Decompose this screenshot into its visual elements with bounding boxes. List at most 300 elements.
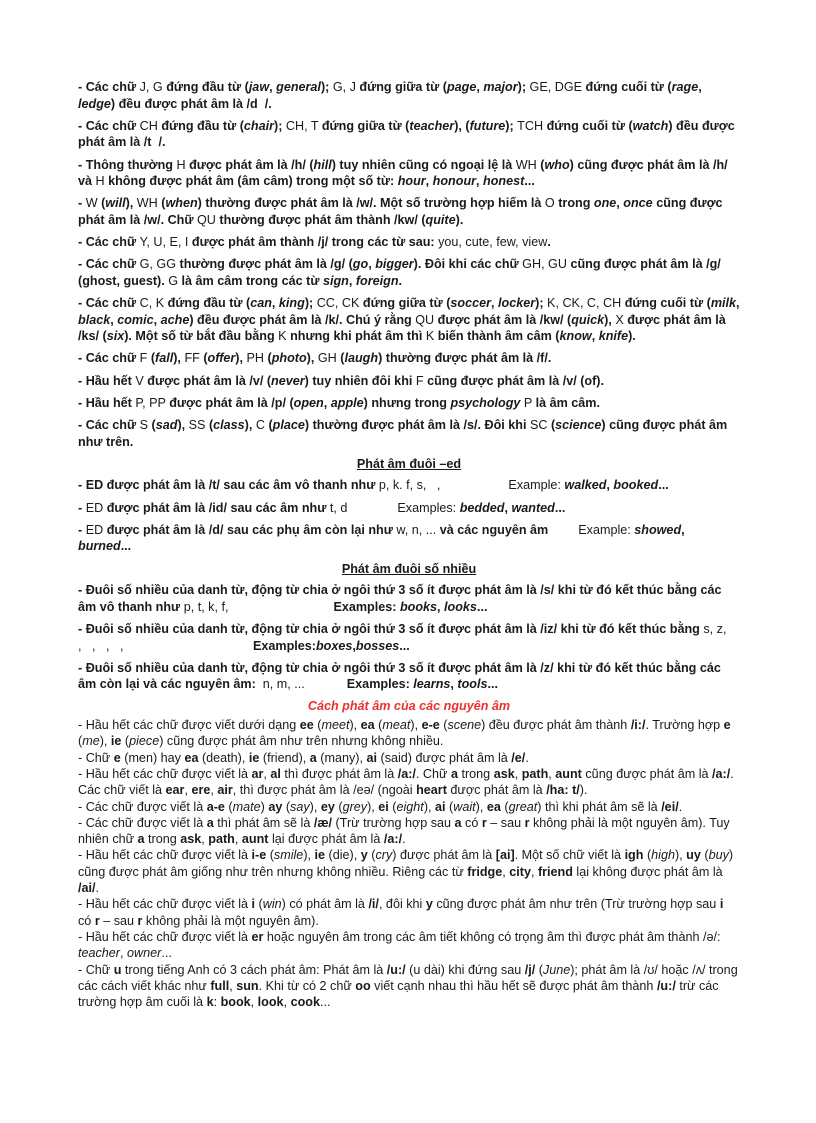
text-run: /æ/	[313, 815, 333, 830]
text-run: WH	[515, 157, 541, 172]
text-run: (u dài) khi đứng sau	[405, 962, 525, 977]
text-run: K	[425, 329, 438, 344]
consonant-rule	[78, 350, 740, 367]
text-run: ) cũng được phát âm như trên nhưng không nhiều.	[159, 734, 444, 749]
text-run: er	[251, 929, 264, 944]
text-run: cũng được phát âm là /v/ (of).	[427, 373, 605, 388]
text-run: path	[521, 766, 549, 781]
text-run: GH	[317, 351, 341, 366]
text-run: -	[78, 500, 86, 515]
text-run: QU	[196, 212, 220, 227]
text-run: C	[255, 418, 269, 433]
text-run: ,	[110, 312, 118, 327]
text-run: (	[267, 351, 272, 366]
text-run: ,	[250, 995, 258, 1010]
text-run: trong	[144, 832, 181, 847]
document-page	[78, 79, 744, 1010]
text-run: - Hầu hết các chữ được viết là	[78, 897, 252, 912]
text-run: laugh	[344, 351, 379, 366]
text-run: );	[535, 296, 548, 311]
text-run: look	[257, 995, 284, 1010]
text-run: – sau	[99, 913, 138, 928]
text-run: major	[483, 80, 518, 94]
text-run: ) cũng được phát âm là /h/ và	[78, 157, 732, 189]
text-run: ).	[455, 212, 464, 227]
text-run: ). Đôi khi các chữ	[413, 257, 523, 272]
text-run: Examples:	[397, 500, 460, 515]
text-run: ),	[303, 848, 315, 863]
text-run: ...	[476, 599, 488, 614]
text-run: boxes	[315, 638, 353, 653]
text-run: WH	[136, 196, 162, 211]
text-run: ED	[85, 522, 107, 537]
plural-section-title	[78, 561, 740, 578]
text-run: C, K	[139, 296, 168, 311]
text-run: general	[276, 80, 321, 94]
text-run: go	[352, 257, 369, 272]
vowel-rule	[78, 766, 740, 799]
text-run: được phát âm là /ks/ (	[78, 312, 730, 344]
text-run: (	[334, 799, 343, 814]
text-run: r	[481, 815, 487, 830]
text-run: a	[206, 815, 214, 830]
text-run: thường được phát âm thành /kw/ (	[219, 212, 426, 227]
text-run: n, m, ...	[262, 677, 305, 692]
text-run: sad	[155, 418, 178, 433]
text-run: ,	[229, 978, 237, 993]
text-run: trong	[457, 766, 494, 781]
text-run: trừ các trường hợp âm cuối là	[78, 978, 723, 1010]
text-run: (	[340, 351, 345, 366]
text-run: ai	[366, 750, 377, 765]
text-run: r	[524, 815, 530, 830]
text-run: );	[517, 80, 530, 94]
text-run: ) đều được phát âm là /t /.	[78, 118, 739, 150]
text-run: ,	[323, 395, 331, 410]
text-run: ),	[367, 799, 379, 814]
text-run: đứng giữa từ (	[321, 118, 410, 133]
text-run: (said) được phát âm là	[377, 750, 512, 765]
plural-rule	[78, 621, 740, 654]
text-run: piece	[129, 734, 160, 749]
text-run: F	[415, 373, 428, 388]
text-run: - Đuôi số nhiều của danh từ, động từ chia ở ngôi thứ 3 số ít được phát âm là /iz/ khi từ đó kết thúc bằng	[78, 621, 704, 636]
text-run: fall	[155, 351, 174, 366]
text-run: science	[555, 418, 602, 433]
text-run: (	[255, 897, 263, 912]
text-run: soccer	[450, 296, 492, 311]
text-run: ) cũng được phát âm như trên.	[78, 418, 731, 449]
text-run: ) thường được phát âm là /s/. Đôi khi	[304, 418, 530, 433]
text-run: i-e	[251, 848, 267, 863]
text-run: ,	[368, 257, 376, 272]
text-run: W	[85, 196, 102, 211]
text-run: - Hầu hết các chữ được viết là	[78, 848, 252, 863]
text-run: ,	[348, 273, 356, 288]
text-run: scene	[447, 718, 482, 733]
text-run: apple	[330, 395, 364, 410]
text-run: :	[213, 995, 221, 1010]
text-run: đứng cuối từ (	[585, 80, 672, 94]
text-run: ar	[251, 766, 264, 781]
consonant-rule	[78, 157, 740, 190]
text-run: - Hầu hết	[78, 373, 136, 388]
text-run: cũng được phát âm là /w/. Chữ	[78, 196, 727, 227]
text-run: Examples:	[333, 599, 400, 614]
text-run: ,	[736, 296, 744, 311]
text-run: (	[388, 799, 397, 814]
text-run: honest	[483, 174, 525, 189]
vowel-rules-section	[78, 717, 740, 1010]
text-run: when	[165, 196, 198, 211]
text-run: tools	[457, 677, 488, 692]
text-run: y	[360, 848, 368, 863]
text-run: .	[95, 881, 100, 896]
text-run: Example:	[508, 478, 565, 493]
text-run: CH, T	[285, 118, 322, 133]
text-run: (	[313, 718, 322, 733]
text-run: teacher	[409, 118, 455, 133]
text-run: ),	[235, 351, 247, 366]
text-run: - Các chữ	[78, 118, 140, 133]
text-run: ),	[99, 734, 111, 749]
text-run: looks	[444, 599, 477, 614]
text-run: ie	[110, 734, 122, 749]
text-run: S	[139, 418, 152, 433]
text-run: chair	[243, 118, 275, 133]
text-run: ,	[476, 174, 484, 189]
text-run: - Các chữ	[78, 257, 140, 272]
ed-rule	[78, 477, 740, 494]
text-run: được phát âm thành /j/ trong các từ sau:	[191, 235, 439, 250]
consonant-rule	[78, 234, 740, 251]
text-run: - Đuôi số nhiều của danh từ, động từ chia ở ngôi thứ 3 số ít được phát âm là /s/ khi từ đó kết thúc bằng các âm vô thanh như	[78, 583, 726, 614]
text-run: bigger	[375, 257, 414, 272]
text-run: ...	[487, 677, 498, 692]
text-run: biến thành âm câm (	[437, 329, 560, 344]
text-run: p, t, k, f,	[183, 599, 229, 614]
text-run: ,	[491, 296, 499, 311]
text-run: never	[271, 373, 305, 388]
text-run: - Các chữ được viết là	[78, 799, 207, 814]
text-run: e	[723, 718, 731, 733]
vowel-rule	[78, 896, 740, 929]
text-run: ). Một số từ bắt đầu bằng	[124, 329, 279, 344]
text-run: G	[168, 273, 182, 288]
text-run: CC, CK	[316, 296, 363, 311]
text-run: ),	[604, 312, 616, 327]
text-run: bosses	[355, 638, 400, 653]
text-run: i	[719, 897, 724, 912]
text-run: wanted	[511, 500, 555, 515]
text-run: cũng được phát âm là /g/ (ghost, guest).	[78, 257, 725, 288]
text-run: six	[106, 329, 125, 344]
plural-section-title-text: Phát âm đuôi số nhiều	[341, 561, 477, 576]
text-run: ,	[271, 296, 279, 311]
text-run: comic	[117, 312, 154, 327]
text-run: (men) hay	[120, 750, 185, 765]
text-run: TCH	[517, 118, 547, 133]
text-run: G, J	[332, 80, 360, 94]
text-run: me	[82, 734, 100, 749]
text-run: open	[293, 395, 324, 410]
text-run: black	[78, 312, 111, 327]
text-run: ) tuy nhiên cũng có ngoại lệ là	[331, 157, 516, 172]
vowel-rule	[78, 847, 740, 896]
text-run: ...	[399, 638, 410, 653]
text-run: ea	[360, 718, 375, 733]
text-run: meat	[382, 718, 411, 733]
text-run: ,	[681, 522, 689, 537]
text-run: (	[445, 799, 454, 814]
text-run: -	[78, 196, 86, 211]
text-run: (friend),	[259, 750, 310, 765]
text-run: Y, U, E, I	[139, 235, 192, 250]
text-run: ,	[352, 638, 356, 653]
text-run: book	[220, 995, 251, 1010]
text-run: learns	[413, 677, 451, 692]
text-run: được phát âm là /id/ sau các âm như	[106, 500, 330, 515]
text-run: ),	[306, 351, 318, 366]
text-run: ,	[504, 500, 512, 515]
text-run: cry	[375, 848, 393, 863]
text-run: được phát âm là	[446, 783, 547, 798]
text-run: có	[461, 815, 482, 830]
text-run: high	[651, 848, 675, 863]
text-run: burned	[78, 539, 121, 554]
text-run: ...	[524, 174, 535, 189]
text-run: ,	[234, 832, 242, 847]
text-run: ea	[486, 799, 501, 814]
text-run: ) nhưng trong	[363, 395, 451, 410]
text-run: P	[523, 395, 536, 410]
text-run: ear	[165, 783, 185, 798]
text-run: e-e	[421, 718, 440, 733]
text-run: path	[208, 832, 235, 847]
text-run: ledge	[78, 96, 111, 111]
text-run: ,	[514, 766, 522, 781]
text-run: );	[320, 80, 333, 94]
text-run: GE, DGE	[529, 80, 586, 94]
text-run: ),	[410, 718, 422, 733]
text-run: y	[425, 897, 433, 912]
text-run: - Các chữ	[78, 418, 140, 433]
text-run: ask	[180, 832, 202, 847]
plural-rule	[78, 582, 740, 615]
text-run: được phát âm là /d/ sau các phụ âm còn lại như	[106, 522, 397, 537]
text-run: /e/	[511, 750, 526, 765]
text-run: (	[535, 962, 543, 977]
text-run: /ai/	[78, 881, 96, 896]
text-run: viết cạnh nhau thì hầu hết sẽ được phát âm thành	[370, 978, 657, 993]
text-run: p, k. f, s, ,	[378, 478, 441, 493]
text-run: ),	[423, 799, 436, 814]
text-run: oo	[355, 978, 371, 993]
text-run: city	[509, 864, 531, 879]
text-run: ) đều được phát âm là /d /.	[110, 96, 272, 111]
text-run: ),	[173, 351, 185, 366]
text-run: say	[290, 799, 310, 814]
text-run: .	[402, 832, 406, 847]
text-run: books	[399, 599, 438, 614]
text-run: thì phát âm sẽ là	[213, 815, 314, 830]
text-run: a-e	[206, 799, 225, 814]
text-run: know	[559, 329, 592, 344]
text-run: /ha: t/	[546, 783, 580, 798]
text-run: (	[101, 196, 106, 211]
text-run: cook	[290, 995, 320, 1010]
text-run: (	[266, 848, 274, 863]
text-run: aunt	[555, 766, 582, 781]
text-run: /j/	[524, 962, 536, 977]
text-run: , thì được phát âm là /eə/ (ngoài	[232, 783, 417, 798]
consonant-rule	[78, 295, 744, 345]
text-run: ey	[320, 799, 335, 814]
text-run	[228, 600, 333, 614]
text-run: sign	[322, 273, 349, 288]
text-run: teacher	[78, 946, 121, 961]
text-run: ).	[579, 783, 588, 798]
text-run: heart	[416, 783, 447, 798]
ed-rules-section	[78, 477, 740, 555]
vowel-rule	[78, 929, 740, 962]
text-run: (	[208, 418, 214, 433]
text-run: mate	[232, 799, 261, 814]
text-run: hoặc nguyên âm trong các âm tiết không có trọng âm thì được phát âm thành /ə/:	[263, 929, 724, 944]
plural-rule	[78, 660, 740, 693]
text-run: igh	[624, 848, 644, 863]
text-run: (	[374, 718, 383, 733]
text-run: a	[454, 815, 462, 830]
text-run: r	[94, 913, 100, 928]
text-run: được phát âm là /h/ (	[189, 157, 314, 172]
text-run: cũng được phát âm như trên (Trừ trường hợp sau	[432, 897, 720, 912]
text-run: k	[206, 995, 214, 1010]
text-run: );	[274, 118, 286, 133]
text-run: có	[78, 897, 727, 928]
text-run: showed	[634, 522, 682, 537]
text-run: once	[623, 196, 653, 211]
text-run: (	[151, 418, 156, 433]
text-run: ),	[125, 196, 137, 211]
text-run: - Thông thường	[78, 157, 177, 172]
plural-rules-section	[78, 582, 740, 693]
text-run: .	[525, 750, 529, 765]
text-run: (	[268, 418, 273, 433]
text-run: ...	[161, 946, 172, 961]
text-run: không phải là một nguyên âm). Tuy nhiên chữ	[78, 815, 734, 847]
text-run: .	[547, 235, 551, 250]
text-run: CH	[139, 118, 162, 133]
text-run: wait	[453, 799, 476, 814]
text-run: );	[304, 296, 317, 311]
text-run: ...	[319, 995, 331, 1010]
text-run: ) có phát âm là	[281, 897, 369, 912]
text-run: đứng giữa từ (	[362, 296, 451, 311]
text-run: uy	[686, 848, 701, 863]
text-run: QU	[415, 312, 438, 327]
text-run: - Các chữ	[78, 80, 140, 94]
text-run: /i/	[368, 897, 379, 912]
ed-section-title	[78, 456, 740, 473]
text-run: ay	[268, 799, 283, 814]
text-run: ,	[437, 599, 445, 614]
text-run: Example:	[578, 522, 635, 537]
text-run: (	[643, 848, 652, 863]
text-run: lại không được phát âm là	[572, 864, 727, 879]
text-run: ,	[616, 196, 624, 211]
text-run: hill	[313, 157, 332, 172]
text-run: ),	[674, 848, 687, 863]
text-run: ...	[120, 539, 132, 554]
text-run: đứng đầu từ (	[167, 296, 251, 311]
text-run: trong tiếng Anh có 3 cách phát âm: Phát âm là	[121, 962, 387, 977]
text-run: a	[137, 832, 145, 847]
text-run: ),	[309, 799, 321, 814]
text-run: ,	[184, 783, 192, 798]
text-run: . Một số chữ viết là	[514, 848, 625, 863]
text-run: eight	[396, 799, 424, 814]
text-run: - Các chữ	[78, 296, 140, 311]
text-run: - Các chữ	[78, 235, 140, 250]
text-run: Examples:	[252, 638, 316, 653]
text-run: - Hầu hết các chữ được viết dưới dạng	[78, 718, 300, 733]
text-run: one	[593, 196, 617, 211]
text-run: offer	[207, 351, 236, 366]
text-run: ai	[435, 799, 446, 814]
text-run: (	[224, 799, 233, 814]
text-run: SC	[529, 418, 551, 433]
text-run: (die),	[325, 848, 361, 863]
text-run: được phát âm là /p/ (	[169, 395, 294, 410]
text-run: ).	[628, 329, 636, 344]
text-run: photo	[271, 351, 307, 366]
text-run: P, PP	[135, 395, 170, 410]
text-run: -	[78, 522, 86, 537]
text-run: nhưng khi phát âm thì	[290, 329, 426, 344]
text-run	[124, 639, 253, 653]
text-run: ,	[153, 312, 161, 327]
text-run: , đôi khi	[378, 897, 426, 912]
text-run: (	[161, 196, 166, 211]
text-run: (	[540, 157, 545, 172]
vowel-section-title-text: Cách phát âm của các nguyên âm	[307, 698, 511, 713]
consonant-rule	[78, 256, 740, 289]
text-run: F	[139, 351, 151, 366]
text-run: foreign	[355, 273, 399, 288]
text-run: là âm câm trong các từ	[181, 273, 323, 288]
text-run: V	[135, 373, 148, 388]
text-run: June	[542, 962, 571, 977]
text-run: rage	[671, 80, 699, 94]
text-run: page	[446, 80, 477, 94]
text-run: ,	[502, 864, 510, 879]
text-run: you, cute, few, view	[438, 235, 548, 250]
text-run: thì được phát âm là	[280, 766, 398, 781]
text-run: ),	[349, 718, 361, 733]
text-run: (many),	[316, 750, 367, 765]
text-run: ,	[201, 832, 209, 847]
text-run: ,	[698, 80, 706, 94]
consonant-rule	[78, 79, 740, 112]
text-run: u	[113, 962, 122, 977]
text-run: (	[121, 734, 130, 749]
text-run: (	[500, 799, 509, 814]
text-run: - Hầu hết các chữ được viết là	[78, 766, 252, 781]
text-run: ache	[160, 312, 190, 327]
consonant-rule	[78, 118, 740, 151]
text-run: air	[217, 783, 233, 798]
